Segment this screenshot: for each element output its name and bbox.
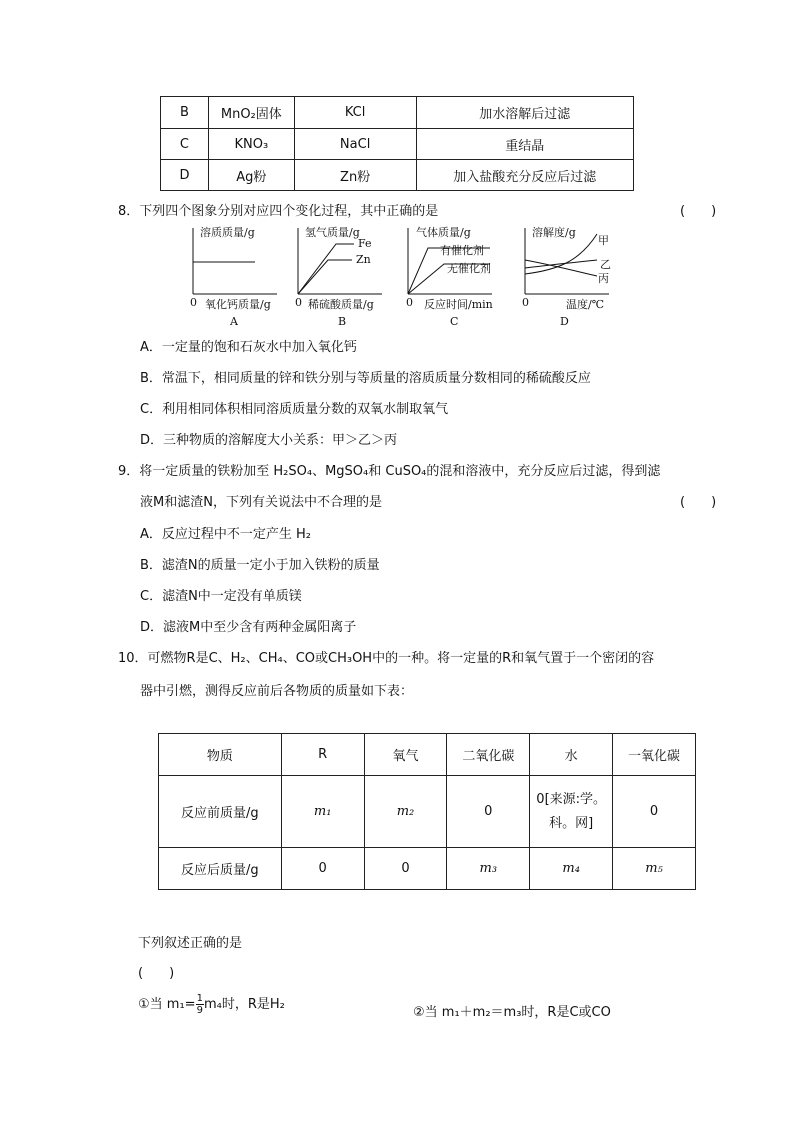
statement-1-suffix: m₄时，R是H₂ [203,997,285,1012]
q10-statement-2: ②当 m₁＋m₂＝m₃时，R是C或CO [413,1005,611,1020]
q10-stem-line1: 10．可燃物R是C、H₂、CH₄、CO或CH₃OH中的一种。将一定量的R和氧气置于一个密闭的容 [118,651,655,666]
table-cell: m₁ [281,776,364,848]
chart-b-series-zn: Zn [356,253,371,266]
q10-mass-table [158,733,696,890]
fraction-numerator: 1 [196,993,203,1004]
q9-option-c: C．滤渣N中一定没有单质镁 [140,589,302,604]
chart-b-series-fe: Fe [358,237,372,250]
chart-d-series-bing: 丙 [598,272,609,285]
chart-b-caption: B [338,315,347,328]
chart-d-xlabel: 温度/℃ [566,298,605,311]
chart-a-origin: 0 [190,296,197,309]
q9-answer-paren: ( ) [680,495,717,510]
q8-option-b: B．常温下，相同质量的锌和铁分别与等质量的溶质质量分数相同的稀硫酸反应 [140,371,591,386]
table-cell: 0 [281,848,364,890]
q8-answer-paren: ( ) [680,204,717,219]
table-header-cell: R [281,734,364,776]
table-header-cell: 一氧化碳 [613,734,696,776]
fraction [196,993,204,1016]
table-header-cell: 物质 [159,734,282,776]
chart-b-ylabel: 氢气质量/g [305,226,360,239]
table-cell: 重结晶 [416,129,634,160]
q8-option-c: C．利用相同体积相同溶质质量分数的双氧水制取氧气 [140,402,449,417]
chart-c-origin: 0 [406,296,413,309]
top-options-table [160,96,634,191]
table-cell: KNO₃ [208,129,294,160]
q10-statement-1 [138,993,285,1016]
table-cell: 反应前质量/g [159,776,282,848]
series-bing-curve [525,260,597,276]
q8-option-a: A．一定量的饱和石灰水中加入氧化钙 [140,340,357,355]
q9-option-d: D．滤液M中至少含有两种金属阳离子 [140,620,357,635]
chart-a-ylabel: 溶质质量/g [200,226,255,239]
table-row [159,776,696,848]
table-cell: 加入盐酸充分反应后过滤 [416,160,634,191]
chart-c-xlabel: 反应时间/min [424,298,493,311]
table-cell: m₃ [447,848,530,890]
q10-after-table: 下列叙述正确的是 [138,936,243,951]
fraction-denominator: 9 [196,1005,203,1016]
table-row [161,97,634,129]
series-fe-line [298,244,354,294]
chart-d-series-yi: 乙 [600,258,611,271]
table-cell: 0 [364,848,447,890]
table-cell: Ag粉 [208,160,294,191]
chart-d-caption: D [560,315,569,328]
table-cell: 加水溶解后过滤 [416,97,634,129]
q10-answer-paren: ( ) [138,966,175,981]
table-cell: MnO₂固体 [208,97,294,129]
chart-d-series-jia: 甲 [598,234,609,247]
table-row [159,848,696,890]
q9-stem-line1: 9．将一定质量的铁粉加至 H₂SO₄、MgSO₄和 CuSO₄的混和溶液中，充分反应后过滤，得到滤 [118,464,661,479]
table-cell: m₅ [613,848,696,890]
q8-option-d: D．三种物质的溶解度大小关系：甲＞乙＞丙 [140,433,398,448]
chart-c-caption: C [450,315,459,328]
table-cell: m₂ [364,776,447,848]
table-header-row [159,734,696,776]
table-cell: 0 [447,776,530,848]
table-cell: Zn粉 [294,160,416,191]
table-cell: NaCl [294,129,416,160]
chart-c-series-no-catalyst: 无催化剂 [447,262,491,275]
chart-c-ylabel: 气体质量/g [416,226,471,239]
statement-1-prefix: ①当 m₁= [138,997,196,1012]
q8-stem: 8．下列四个图象分别对应四个变化过程，其中正确的是 [118,204,439,219]
chart-a-caption: A [230,315,238,328]
table-header-cell: 水 [530,734,613,776]
table-cell: 反应后质量/g [159,848,282,890]
table-cell: 0 [613,776,696,848]
table-cell: 0[来源:学。科。网] [530,776,613,848]
series-yi-curve [525,260,597,268]
table-header-cell: 二氧化碳 [447,734,530,776]
q9-stem-line2: 液M和滤渣N，下列有关说法中不合理的是 [140,495,382,510]
q9-option-b: B．滤渣N的质量一定小于加入铁粉的质量 [140,558,380,573]
chart-a-xlabel: 氧化钙质量/g [205,298,271,311]
chart-d-origin: 0 [522,296,529,309]
table-cell: D [161,160,209,191]
table-cell: B [161,97,209,129]
chart-b-xlabel: 稀硫酸质量/g [308,298,374,311]
table-row [161,129,634,160]
chart-d-ylabel: 溶解度/g [532,226,576,239]
q10-stem-line2: 器中引燃，测得反应前后各物质的质量如下表： [140,684,414,699]
chart-b-origin: 0 [295,296,302,309]
table-cell: KCl [294,97,416,129]
chart-c-series-catalyst: 有催化剂 [440,244,484,257]
table-header-cell: 氧气 [364,734,447,776]
table-cell: C [161,129,209,160]
q9-option-a: A．反应过程中不一定产生 H₂ [140,527,312,542]
table-cell: m₄ [530,848,613,890]
series-zn-line [298,260,352,294]
table-row [161,160,634,191]
